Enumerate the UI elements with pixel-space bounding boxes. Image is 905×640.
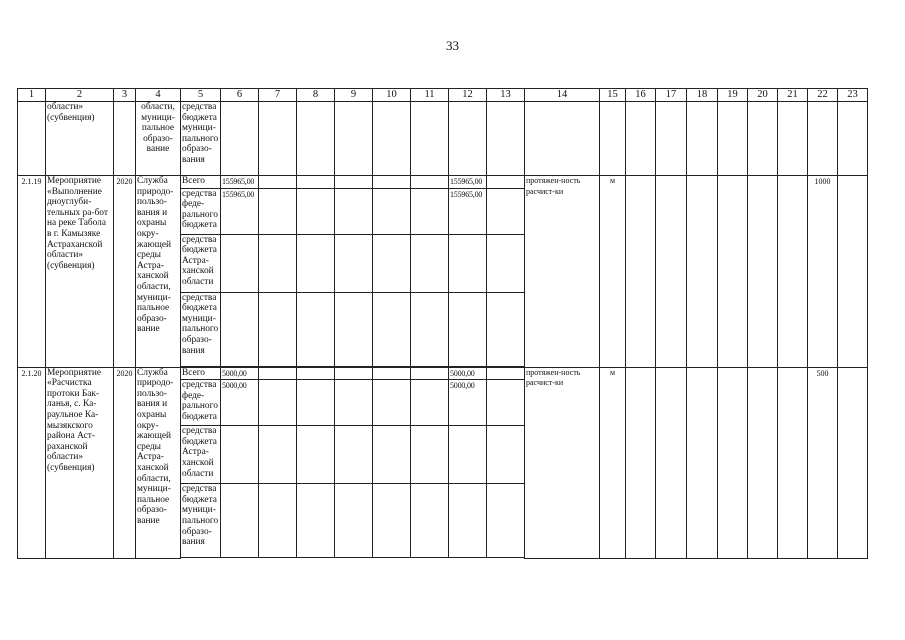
cell (487, 484, 525, 558)
header-cell: 23 (838, 89, 868, 102)
cell (297, 380, 335, 426)
spacer (181, 558, 525, 559)
cell (335, 380, 373, 426)
cell (373, 188, 411, 234)
value-federal-12: 155965,00 (449, 188, 487, 234)
cell (449, 292, 487, 366)
header-cell: 4 (136, 89, 181, 102)
cell (411, 380, 449, 426)
cell (449, 102, 487, 176)
cell (411, 367, 449, 380)
value-total-6: 155965,00 (221, 176, 259, 189)
cell (114, 102, 136, 176)
row-code: 2.1.20 (18, 367, 46, 558)
header-cell: 10 (373, 89, 411, 102)
row-value-22: 500 (808, 367, 838, 558)
cell (335, 367, 373, 380)
cell (487, 292, 525, 366)
cell (221, 102, 259, 176)
cell (221, 234, 259, 292)
header-cell: 8 (297, 89, 335, 102)
cell (259, 234, 297, 292)
cell (411, 484, 449, 558)
cell (297, 367, 335, 380)
header-cell: 6 (221, 89, 259, 102)
cell (335, 484, 373, 558)
cell (221, 426, 259, 484)
cell (221, 292, 259, 366)
value-federal-6: 155965,00 (221, 188, 259, 234)
value-total-12: 155965,00 (449, 176, 487, 189)
cell (487, 176, 525, 189)
header-cell: 16 (626, 89, 656, 102)
cell (259, 176, 297, 189)
cell (335, 176, 373, 189)
cell (373, 484, 411, 558)
cell (487, 188, 525, 234)
cell (778, 102, 808, 176)
row-unit: м (600, 176, 626, 368)
source-municipal: средства бюджета муници-пального образо-вания (181, 292, 221, 366)
source-municipal: средства бюджета муници-пального образо-вания (181, 484, 221, 558)
value-total-6: 5000,00 (221, 367, 259, 380)
carry-row (18, 102, 868, 176)
cell (718, 176, 748, 368)
header-row (18, 89, 868, 102)
cell (656, 176, 687, 368)
cell (259, 426, 297, 484)
carry-source: средства бюджета муници-пального образо-вания (181, 102, 221, 176)
cell (335, 234, 373, 292)
header-cell: 21 (778, 89, 808, 102)
cell (373, 426, 411, 484)
cell (259, 380, 297, 426)
cell (487, 102, 525, 176)
cell (487, 234, 525, 292)
table-row (18, 176, 868, 189)
source-total: Всего (181, 367, 221, 380)
header-cell: 2 (46, 89, 114, 102)
header-cell: 7 (259, 89, 297, 102)
header-cell: 20 (748, 89, 778, 102)
header-cell: 11 (411, 89, 449, 102)
table-row (18, 367, 868, 380)
row-name: Мероприятие «Выполнение дноуглуби-тельных ра-бот на реке Табола в г. Камызяке Астраханской области» (субвенция) (46, 176, 114, 368)
row-year: 2020 (114, 176, 136, 368)
cell (808, 102, 838, 176)
row-executor: Служба природо-пользо-вания и охраны окру-жающей среды Астра-ханской области, муници-пальное образо-вание (136, 367, 181, 558)
cell (626, 176, 656, 368)
cell (297, 102, 335, 176)
header-cell: 12 (449, 89, 487, 102)
cell (411, 188, 449, 234)
row-executor: Служба природо-пользо-вания и охраны окру-жающей среды Астра-ханской области, муници-пальное образо-вание (136, 176, 181, 368)
row-year: 2020 (114, 367, 136, 558)
row-value-22: 1000 (808, 176, 838, 368)
cell (335, 292, 373, 366)
cell (487, 380, 525, 426)
header-cell: 14 (525, 89, 600, 102)
cell (373, 380, 411, 426)
cell (411, 102, 449, 176)
header-cell: 1 (18, 89, 46, 102)
header-cell: 15 (600, 89, 626, 102)
header-cell: 18 (687, 89, 718, 102)
cell (656, 367, 687, 558)
carry-executor: области, муници-пальное образо-вание (136, 102, 181, 176)
cell (411, 426, 449, 484)
budget-table (17, 88, 868, 559)
row-code: 2.1.19 (18, 176, 46, 368)
cell (778, 367, 808, 558)
cell (600, 102, 626, 176)
header-cell: 9 (335, 89, 373, 102)
source-federal: средства феде-рального бюджета (181, 188, 221, 234)
cell (18, 102, 46, 176)
cell (525, 102, 600, 176)
source-regional: средства бюджета Астра-ханской области (181, 234, 221, 292)
cell (411, 292, 449, 366)
cell (373, 234, 411, 292)
row-name: Мероприятие «Расчистка протоки Бак-ланья, с. Ка-раульное Ка-мызякского района Аст-раханской области» (субвенция) (46, 367, 114, 558)
header-cell: 22 (808, 89, 838, 102)
cell (259, 102, 297, 176)
header-cell: 3 (114, 89, 136, 102)
cell (778, 176, 808, 368)
cell (221, 484, 259, 558)
cell (259, 367, 297, 380)
page-number: 33 (446, 38, 459, 53)
cell (838, 176, 868, 368)
cell (259, 188, 297, 234)
cell (626, 367, 656, 558)
cell (297, 234, 335, 292)
cell (373, 102, 411, 176)
cell (297, 188, 335, 234)
value-total-12: 5000,00 (449, 367, 487, 380)
row-indicator: протяжен-ность расчист-ки (525, 367, 600, 558)
cell (335, 188, 373, 234)
header-cell: 19 (718, 89, 748, 102)
cell (838, 102, 868, 176)
carry-name: области» (субвенция) (46, 102, 114, 176)
cell (297, 484, 335, 558)
cell (718, 367, 748, 558)
cell (687, 102, 718, 176)
value-federal-6: 5000,00 (221, 380, 259, 426)
cell (449, 234, 487, 292)
cell (687, 176, 718, 368)
cell (487, 426, 525, 484)
cell (335, 102, 373, 176)
header-cell: 13 (487, 89, 525, 102)
row-unit: м (600, 367, 626, 558)
cell (373, 176, 411, 189)
cell (373, 292, 411, 366)
cell (335, 426, 373, 484)
cell (838, 367, 868, 558)
source-total: Всего (181, 176, 221, 189)
cell (373, 367, 411, 380)
header-cell: 5 (181, 89, 221, 102)
cell (297, 292, 335, 366)
cell (687, 367, 718, 558)
cell (259, 292, 297, 366)
cell (449, 484, 487, 558)
cell (626, 102, 656, 176)
cell (487, 367, 525, 380)
cell (411, 234, 449, 292)
cell (748, 176, 778, 368)
header-cell: 17 (656, 89, 687, 102)
source-federal: средства феде-рального бюджета (181, 380, 221, 426)
value-federal-12: 5000,00 (449, 380, 487, 426)
cell (411, 176, 449, 189)
cell (259, 484, 297, 558)
source-regional: средства бюджета Астра-ханской области (181, 426, 221, 484)
cell (656, 102, 687, 176)
row-indicator: протяжен-ность расчист-ки (525, 176, 600, 368)
cell (718, 102, 748, 176)
cell (297, 176, 335, 189)
cell (297, 426, 335, 484)
cell (449, 426, 487, 484)
cell (748, 102, 778, 176)
cell (748, 367, 778, 558)
